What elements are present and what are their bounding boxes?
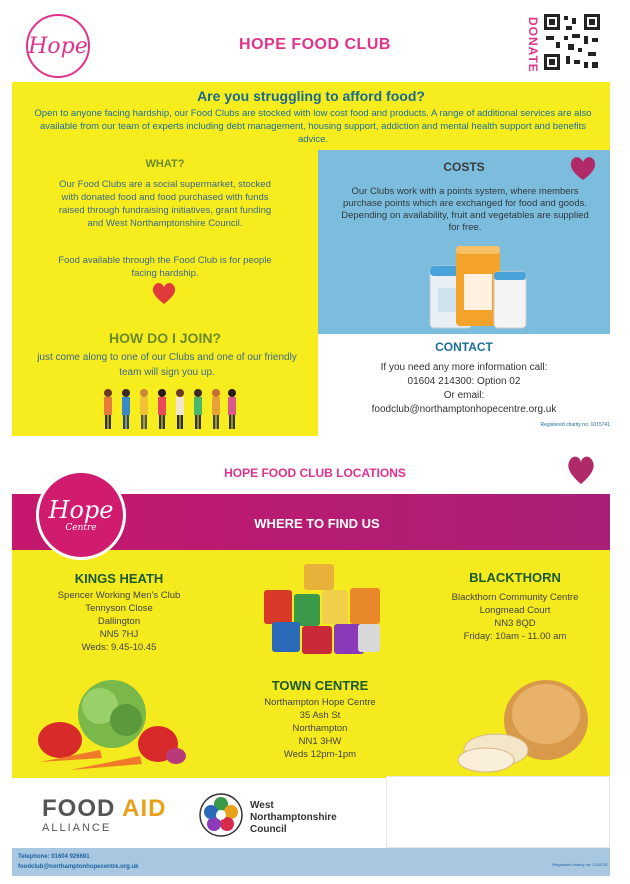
town-centre-heading: TOWN CENTRE — [271, 678, 369, 693]
kings-heath-line: NN5 7HJ — [99, 629, 139, 640]
hope-logo — [26, 14, 90, 78]
town-centre-line: NN1 3HW — [298, 736, 342, 747]
heart-icon — [150, 280, 178, 306]
food-aid-alliance-logo — [42, 796, 202, 840]
costs-heading: COSTS — [443, 160, 485, 174]
blackthorn-line: Blackthorn Community Centre — [451, 592, 579, 603]
blackthorn-line: Longmead Court — [479, 605, 551, 616]
blackthorn-line: Friday: 10am - 11.00 am — [463, 631, 567, 642]
kings-heath-line: Dallington — [97, 616, 141, 627]
council-name-line: Council — [250, 824, 287, 835]
what-text: Our Food Clubs are a social supermarket, stocked with donated food and food purchased with funds raised through fundraising initiatives, grant funding and West Northamptonshire Council. — [58, 179, 272, 229]
council-logo-icon — [198, 792, 244, 838]
contact-email-label: Or email: — [443, 390, 485, 401]
kings-heath-line: Weds: 9.45-10.45 — [81, 642, 157, 653]
bread-icon — [456, 670, 596, 774]
heart-icon — [566, 452, 596, 486]
contact-email[interactable]: foodclub@northamptonhopecentre.org.uk — [371, 404, 557, 415]
food-aid-word-food: FOOD — [42, 795, 116, 822]
qr-code-icon[interactable] — [542, 12, 602, 72]
page-title: HOPE FOOD CLUB — [239, 36, 391, 53]
town-centre-line: Northampton — [292, 723, 348, 734]
costs-text: Our Clubs work with a points system, where members purchase points which are exchanged for food and goods. Depending on availability, fruit and vegetables are supplied for free. — [341, 186, 589, 233]
hope-logo-text: Hope — [28, 33, 88, 59]
where-to-find-us: WHERE TO FIND US — [254, 516, 380, 531]
people-illustration — [100, 385, 240, 433]
blackthorn-line: NN3 8QD — [494, 618, 536, 629]
food-aid-word-alliance: ALLIANCE — [42, 822, 112, 834]
donate-label: DONATE — [526, 17, 540, 73]
contact-info-text: If you need any more information call: — [380, 362, 548, 373]
contact-heading: CONTACT — [435, 340, 493, 354]
intro-question: Are you struggling to afford food? — [197, 88, 425, 104]
join-text: just come along to one of our Clubs and one of our friendly team will sign you up. — [37, 352, 297, 378]
blank-box — [386, 776, 610, 848]
council-name — [250, 800, 370, 836]
footer-telephone[interactable]: Telephone: 01604 926691 — [18, 854, 90, 860]
footer-email[interactable]: foodclub@northamptonhopecentre.org.uk — [18, 864, 139, 870]
join-heading: HOW DO I JOIN? — [109, 330, 221, 346]
town-centre-line: Northampton Hope Centre — [264, 697, 376, 708]
hope-centre-logo-main: Hope — [48, 496, 114, 524]
what-heading: WHAT? — [145, 158, 185, 170]
footer-charity: Registered charity no: 1015741 — [552, 862, 608, 867]
food-cans-icon — [428, 244, 528, 330]
hope-centre-logo-sub: Centre — [65, 523, 97, 533]
vegetables-icon — [30, 672, 190, 776]
town-centre-line: Weds 12pm-1pm — [283, 749, 357, 760]
kings-heath-heading: KINGS HEATH — [74, 571, 164, 586]
hope-centre-logo — [36, 470, 126, 560]
locations-heading: HOPE FOOD CLUB LOCATIONS — [224, 466, 406, 480]
intro-text: Open to anyone facing hardship, our Food Clubs are stocked with low cost food and products. A range of additional services are also available from our team of experts including debt management, housing support, addiction and mental health support and benefits advice. — [34, 108, 592, 145]
town-centre-line: 35 Ash St — [299, 710, 341, 721]
what-text-hardship: Food available through the Food Club is for people facing hardship. — [58, 255, 272, 279]
heart-icon — [568, 154, 598, 182]
kings-heath-line: Tennyson Close — [85, 603, 153, 614]
council-name-line: West — [250, 800, 274, 811]
charity-number: Registered charity no: 1015741 — [540, 422, 610, 428]
council-name-line: Northamptonshire — [250, 812, 337, 823]
food-aid-word-aid: AID — [122, 795, 167, 822]
kings-heath-line: Spencer Working Men's Club — [57, 590, 181, 601]
groceries-icon — [258, 560, 388, 660]
blackthorn-heading: BLACKTHORN — [469, 570, 561, 585]
contact-phone[interactable]: 01604 214300: Option 02 — [407, 376, 521, 387]
